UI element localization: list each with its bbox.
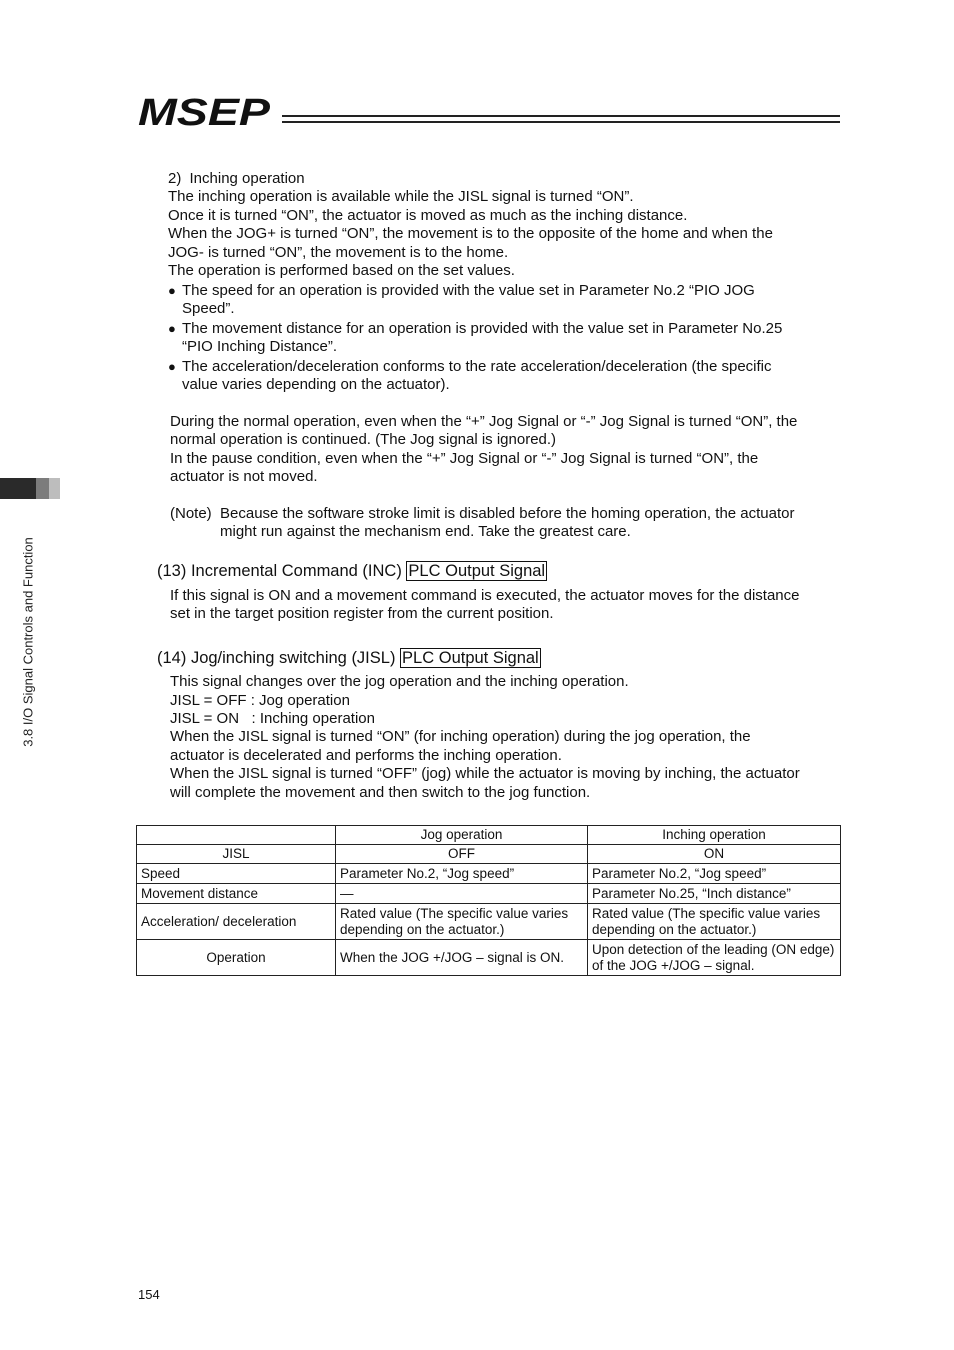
header-rule-top — [282, 115, 840, 117]
msep-logo — [138, 92, 278, 132]
side-tab-mid — [36, 478, 49, 499]
jog-inching-table — [136, 825, 841, 976]
inching-heading: 2) Inching operation — [168, 170, 305, 187]
section-14-line: JISL = ON : Inching operation — [170, 710, 375, 727]
table-cell: Jog operation — [336, 826, 588, 845]
table-cell: Operation — [137, 940, 336, 976]
section-13-heading: (13) Incremental Command (INC) PLC Output Signal — [157, 562, 546, 580]
section-14-line: JISL = OFF : Jog operation — [170, 692, 350, 709]
table-cell — [137, 826, 336, 845]
side-tab-dark — [0, 478, 36, 499]
normal-operation-line: normal operation is continued. (The Jog signal is ignored.) — [170, 431, 557, 448]
table-cell: OFF — [336, 845, 588, 864]
normal-operation-line: actuator is not moved. — [170, 468, 318, 485]
header-rule-bottom — [282, 121, 840, 123]
bullet-dot: ● — [168, 321, 176, 336]
section-14-line: will complete the movement and then switch to the jog function. — [170, 784, 591, 801]
page-number: 154 — [138, 1287, 160, 1302]
bullet-text: The speed for an operation is provided with the value set in Parameter No.2 “PIO JOG — [182, 282, 755, 299]
normal-operation-line: In the pause condition, even when the “+” Jog Signal or “-” Jog Signal is turned “ON”, the — [170, 450, 759, 467]
plc-output-signal-tag: PLC Output Signal — [402, 649, 539, 667]
bullet-dot: ● — [168, 359, 176, 374]
table-cell: ― — [336, 884, 588, 904]
bullet-text: The acceleration/deceleration conforms to the rate acceleration/deceleration (the specific — [182, 358, 772, 375]
table-row — [137, 864, 841, 884]
note-line: might run against the mechanism end. Take the greatest care. — [220, 523, 631, 540]
table-header-row — [137, 826, 841, 845]
table-cell: Parameter No.2, “Jog speed” — [336, 864, 588, 884]
svg-text:MSEP: MSEP — [138, 92, 271, 132]
table-cell: Rated value (The specific value varies depending on the actuator.) — [588, 904, 841, 940]
inching-line: When the JOG+ is turned “ON”, the movement is to the opposite of the home and when the — [168, 225, 773, 242]
section-14-heading: (14) Jog/inching switching (JISL) PLC Output Signal — [157, 649, 539, 667]
section-13-line: set in the target position register from the current position. — [170, 605, 554, 622]
section-14-line: This signal changes over the jog operation and the inching operation. — [170, 673, 629, 690]
bullet-text: “PIO Inching Distance”. — [182, 338, 338, 355]
table-cell: Upon detection of the leading (ON edge) of the JOG +/JOG – signal. — [588, 940, 841, 976]
table-cell: Movement distance — [137, 884, 336, 904]
bullet-text: value varies depending on the actuator). — [182, 376, 450, 393]
table-cell: Inching operation — [588, 826, 841, 845]
table-cell: JISL — [137, 845, 336, 864]
table-cell: ON — [588, 845, 841, 864]
table-row — [137, 940, 841, 976]
table-cell: Acceleration/ deceleration — [137, 904, 336, 940]
bullet-dot: ● — [168, 283, 176, 298]
table-cell: When the JOG +/JOG – signal is ON. — [336, 940, 588, 976]
table-cell: Parameter No.2, “Jog speed” — [588, 864, 841, 884]
section-14-line: When the JISL signal is turned “OFF” (jog) while the actuator is moving by inching, the actuator — [170, 765, 800, 782]
note-label: (Note) — [170, 505, 212, 522]
bullet-text: Speed”. — [182, 300, 235, 317]
section-14-line: When the JISL signal is turned “ON” (for inching operation) during the jog operation, the — [170, 728, 751, 745]
section-14-line: actuator is decelerated and performs the inching operation. — [170, 747, 562, 764]
table-row — [137, 845, 841, 864]
side-tab-light — [49, 478, 60, 499]
inching-line: Once it is turned “ON”, the actuator is moved as much as the inching distance. — [168, 207, 688, 224]
inching-line: The operation is performed based on the set values. — [168, 262, 515, 279]
normal-operation-line: During the normal operation, even when the “+” Jog Signal or “-” Jog Signal is turned “ON”, the — [170, 413, 798, 430]
inching-line: The inching operation is available while the JISL signal is turned “ON”. — [168, 188, 634, 205]
bullet-text: The movement distance for an operation is provided with the value set in Parameter No.25 — [182, 320, 783, 337]
plc-output-signal-tag: PLC Output Signal — [408, 562, 546, 580]
table-cell: Speed — [137, 864, 336, 884]
table-row — [137, 884, 841, 904]
table-cell: Rated value (The specific value varies depending on the actuator.) — [336, 904, 588, 940]
table-row — [137, 904, 841, 940]
note-line: Because the software stroke limit is disabled before the homing operation, the actuator — [220, 505, 795, 522]
section-13-line: If this signal is ON and a movement command is executed, the actuator moves for the distance — [170, 587, 800, 604]
table-cell: Parameter No.25, “Inch distance” — [588, 884, 841, 904]
inching-line: JOG- is turned “ON”, the movement is to the home. — [168, 244, 509, 261]
